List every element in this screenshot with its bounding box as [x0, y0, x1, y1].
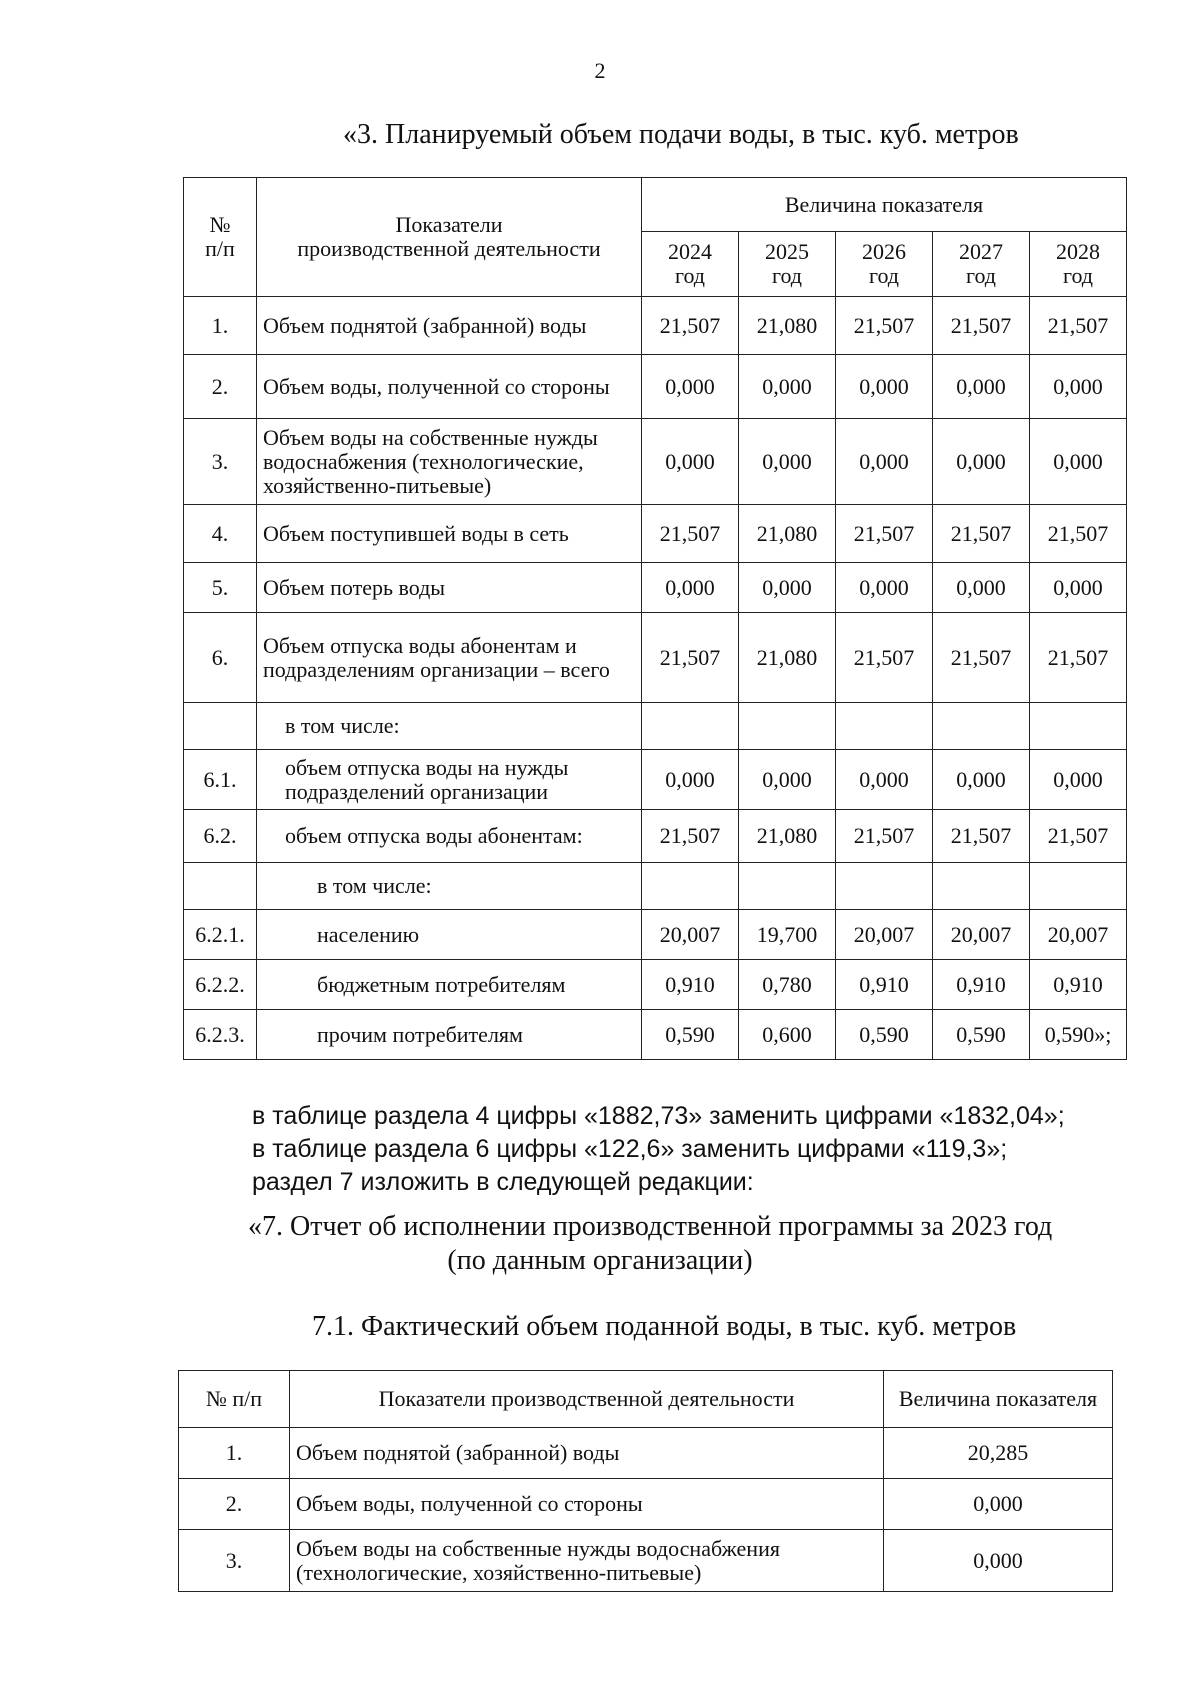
row-value [933, 703, 1030, 750]
row-value: 21,080 [739, 505, 836, 563]
table-row [184, 563, 1127, 613]
row-value: 0,000 [836, 419, 933, 505]
row-value: 0,000 [642, 563, 739, 613]
t2-col-num-header: № п/п [179, 1371, 290, 1428]
paragraph-2: в таблице раздела 6 цифры «122,6» заменить цифрами «119,3»; [252, 1135, 1008, 1163]
row-value: 0,000 [739, 355, 836, 419]
year-unit: год [868, 263, 900, 288]
row-number: 2. [184, 355, 257, 419]
year-value: 2026 [862, 239, 906, 264]
row-value: 21,507 [933, 613, 1030, 703]
row-value: 21,507 [642, 613, 739, 703]
year-header [1030, 232, 1127, 297]
row-value: 0,000 [836, 750, 933, 810]
row-name: Объем поднятой (забранной) воды [257, 297, 642, 355]
year-header [642, 232, 739, 297]
row-value: 21,507 [642, 810, 739, 863]
table-row [184, 703, 1127, 750]
row-value: 0,600 [739, 1010, 836, 1060]
row-value: 21,080 [739, 297, 836, 355]
row-value: 21,507 [1030, 613, 1127, 703]
row-value: 19,700 [739, 910, 836, 960]
row-value: 21,507 [933, 297, 1030, 355]
row-name: прочим потребителям [257, 1010, 642, 1060]
row-value: 20,007 [933, 910, 1030, 960]
table-row [184, 910, 1127, 960]
row-value: 21,080 [739, 810, 836, 863]
row-number: 6.2. [184, 810, 257, 863]
row-value: 0,000 [933, 750, 1030, 810]
row-value: 20,007 [836, 910, 933, 960]
col-name-header-b: производственной деятельности [297, 236, 601, 261]
paragraph-3: раздел 7 изложить в следующей редакции: [252, 1168, 754, 1196]
t2-col-value-header: Величина показателя [884, 1371, 1113, 1428]
row-name: населению [257, 910, 642, 960]
table-row [184, 613, 1127, 703]
row-value: 20,007 [1030, 910, 1127, 960]
row-value: 20,007 [642, 910, 739, 960]
row-value [739, 863, 836, 910]
row-value: 21,507 [836, 297, 933, 355]
row-name: Объем отпуска воды абонентам и подразделениям организации – всего [257, 613, 642, 703]
row-value [739, 703, 836, 750]
col-num-header-a: № [209, 212, 231, 237]
row-value [642, 703, 739, 750]
row-value: 21,507 [642, 505, 739, 563]
row-number: 6.2.2. [184, 960, 257, 1010]
row-name: Объем воды на собственные нужды водоснабжения (технологические, хозяйственно-питьевые) [290, 1530, 884, 1592]
row-value: 0,000 [642, 355, 739, 419]
col-name-header [257, 178, 642, 297]
row-name: Объем поступившей воды в сеть [257, 505, 642, 563]
actual-water-supply-table [178, 1370, 1113, 1592]
row-name: Объем потерь воды [257, 563, 642, 613]
row-name: бюджетным потребителям [257, 960, 642, 1010]
row-name: Объем воды, полученной со стороны [290, 1479, 884, 1530]
row-number: 6.1. [184, 750, 257, 810]
row-value: 21,507 [1030, 297, 1127, 355]
row-value: 21,507 [1030, 810, 1127, 863]
row-value: 21,507 [1030, 505, 1127, 563]
row-value: 0,910 [836, 960, 933, 1010]
year-unit: год [965, 263, 997, 288]
table-row [184, 419, 1127, 505]
table-row [184, 750, 1127, 810]
row-value: 21,507 [642, 297, 739, 355]
row-value: 0,000 [933, 419, 1030, 505]
row-name: Объем воды на собственные нужды водоснабжения (технологические, хозяйственно-питьевые) [257, 419, 642, 505]
col-num-header-b: п/п [205, 236, 235, 261]
row-value: 0,590 [933, 1010, 1030, 1060]
row-number: 6. [184, 613, 257, 703]
row-value: 0,000 [836, 563, 933, 613]
row-value: 0,590»; [1030, 1010, 1127, 1060]
year-value: 2024 [668, 239, 712, 264]
row-number: 6.2.3. [184, 1010, 257, 1060]
row-value: 0,910 [1030, 960, 1127, 1010]
section7-subtitle: (по данным организации) [447, 1245, 753, 1276]
table-row [179, 1428, 1113, 1479]
row-value: 21,507 [933, 810, 1030, 863]
row-number [184, 863, 257, 910]
row-value [642, 863, 739, 910]
section3-title: «3. Планируемый объем подачи воды, в тыс. куб. метров [343, 119, 1019, 150]
row-value [836, 703, 933, 750]
row-value: 0,590 [836, 1010, 933, 1060]
planned-water-supply-table [183, 177, 1127, 1060]
row-value: 20,285 [884, 1428, 1113, 1479]
row-value: 21,080 [739, 613, 836, 703]
table-row [184, 863, 1127, 910]
table-row [184, 297, 1127, 355]
row-number: 6.2.1. [184, 910, 257, 960]
table-row [184, 810, 1127, 863]
row-value: 0,000 [739, 750, 836, 810]
section7-title: «7. Отчет об исполнении производственной программы за 2023 год [248, 1211, 1053, 1242]
section71-title: 7.1. Фактический объем поданной воды, в тыс. куб. метров [312, 1311, 1017, 1342]
row-value: 0,000 [1030, 419, 1127, 505]
row-value: 21,507 [836, 613, 933, 703]
year-unit: год [1062, 263, 1094, 288]
row-value: 0,000 [642, 750, 739, 810]
year-value: 2028 [1056, 239, 1100, 264]
page-number: 2 [594, 58, 606, 83]
row-value: 0,000 [1030, 750, 1127, 810]
row-value [836, 863, 933, 910]
row-value: 0,000 [836, 355, 933, 419]
row-name: в том числе: [257, 703, 642, 750]
row-number: 1. [184, 297, 257, 355]
row-number: 3. [179, 1530, 290, 1592]
row-value: 0,000 [1030, 563, 1127, 613]
row-value: 0,000 [933, 355, 1030, 419]
group-header: Величина показателя [642, 178, 1127, 232]
row-value: 0,910 [642, 960, 739, 1010]
row-number: 5. [184, 563, 257, 613]
row-name: объем отпуска воды абонентам: [257, 810, 642, 863]
table-row [184, 355, 1127, 419]
row-value: 0,000 [739, 563, 836, 613]
row-value: 0,000 [933, 563, 1030, 613]
year-unit: год [771, 263, 803, 288]
row-value: 21,507 [836, 505, 933, 563]
row-number: 4. [184, 505, 257, 563]
row-value: 0,000 [642, 419, 739, 505]
year-value: 2025 [765, 239, 809, 264]
row-number: 3. [184, 419, 257, 505]
row-value: 0,910 [933, 960, 1030, 1010]
row-name: в том числе: [257, 863, 642, 910]
col-num-header [184, 178, 257, 297]
row-name: Объем поднятой (забранной) воды [290, 1428, 884, 1479]
row-name: Объем воды, полученной со стороны [257, 355, 642, 419]
row-value: 0,780 [739, 960, 836, 1010]
row-value: 21,507 [836, 810, 933, 863]
table-row [184, 1010, 1127, 1060]
row-name: объем отпуска воды на нужды подразделений организации [257, 750, 642, 810]
year-value: 2027 [959, 239, 1003, 264]
row-number: 1. [179, 1428, 290, 1479]
row-value [1030, 863, 1127, 910]
year-header [836, 232, 933, 297]
row-value [933, 863, 1030, 910]
row-value [1030, 703, 1127, 750]
t2-col-name-header: Показатели производственной деятельности [290, 1371, 884, 1428]
table-row [184, 505, 1127, 563]
year-header [739, 232, 836, 297]
row-number: 2. [179, 1479, 290, 1530]
row-value: 0,000 [1030, 355, 1127, 419]
year-unit: год [674, 263, 706, 288]
table-row [179, 1479, 1113, 1530]
row-value: 21,507 [933, 505, 1030, 563]
row-value: 0,000 [739, 419, 836, 505]
row-number [184, 703, 257, 750]
table-row [184, 960, 1127, 1010]
row-value: 0,000 [884, 1530, 1113, 1592]
table-row [179, 1530, 1113, 1592]
row-value: 0,590 [642, 1010, 739, 1060]
row-value: 0,000 [884, 1479, 1113, 1530]
col-name-header-a: Показатели [395, 212, 503, 237]
paragraph-1: в таблице раздела 4 цифры «1882,73» заменить цифрами «1832,04»; [252, 1102, 1065, 1130]
year-header [933, 232, 1030, 297]
